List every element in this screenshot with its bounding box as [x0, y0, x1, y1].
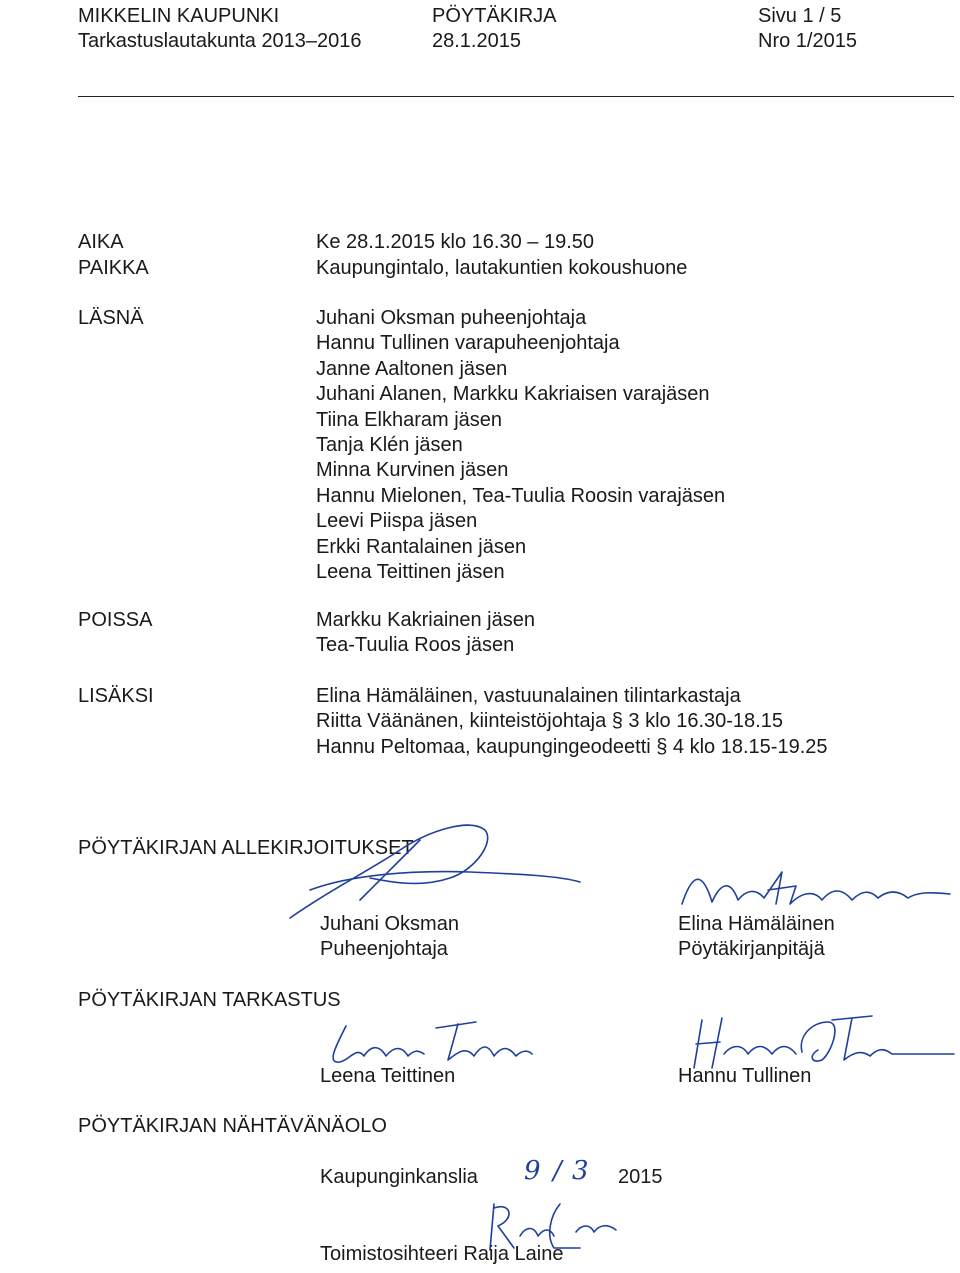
display-date-separator: /	[553, 1156, 562, 1186]
display-month: 3	[572, 1156, 589, 1186]
additional-person: Riitta Väänänen, kiinteistöjohtaja § 3 klo 16.30-18.15	[316, 710, 783, 733]
place-value: Kaupungintalo, lautakuntien kokoushuone	[316, 257, 688, 279]
additional-person: Elina Hämäläinen, vastuunalainen tilintarkastaja	[316, 685, 741, 707]
document-type: PÖYTÄKIRJA	[432, 5, 557, 27]
secretary-role: Pöytäkirjanpitäjä	[678, 938, 825, 960]
additional-person: Hannu Peltomaa, kaupungingeodeetti § 4 klo 18.15-19.25	[316, 735, 828, 758]
absent-member: Tea-Tuulia Roos jäsen	[316, 634, 515, 657]
committee-name: Tarkastuslautakunta 2013–2016	[78, 30, 362, 52]
present-label: LÄSNÄ	[78, 307, 144, 329]
secretary-name: Elina Hämäläinen	[678, 913, 835, 935]
present-member: Tanja Klén jäsen	[316, 434, 463, 457]
present-member: Leevi Piispa jäsen	[316, 510, 478, 533]
time-value: Ke 28.1.2015 klo 16.30 – 19.50	[316, 231, 595, 253]
page-number: Sivu 1 / 5	[758, 5, 842, 27]
chair-signature	[270, 800, 590, 930]
present-member: Leena Teittinen jäsen	[316, 561, 505, 584]
present-member: Juhani Oksman puheenjohtaja	[316, 307, 587, 329]
present-member: Hannu Mielonen, Tea-Tuulia Roosin varajäsen	[316, 484, 726, 507]
present-member: Minna Kurvinen jäsen	[316, 459, 509, 482]
present-list	[316, 306, 725, 585]
absent-list	[316, 608, 535, 659]
present-member: Tiina Elkharam jäsen	[316, 408, 503, 431]
document-date: 28.1.2015	[432, 30, 521, 52]
reviewer2-name: Hannu Tullinen	[678, 1065, 812, 1087]
review-heading: PÖYTÄKIRJAN TARKASTUS	[78, 989, 341, 1011]
chair-name: Juhani Oksman	[320, 913, 459, 935]
organization-name: MIKKELIN KAUPUNKI	[78, 5, 280, 27]
reviewer1-name: Leena Teittinen	[320, 1065, 456, 1087]
present-member: Janne Aaltonen jäsen	[316, 357, 508, 380]
secretary-signature	[672, 864, 956, 914]
display-secretary: Toimistosihteeri Raija Laine	[320, 1243, 564, 1265]
absent-member: Markku Kakriainen jäsen	[316, 609, 535, 631]
header-rule	[78, 96, 954, 97]
place-label: PAIKKA	[78, 257, 149, 279]
time-label: AIKA	[78, 231, 124, 253]
present-member: Erkki Rantalainen jäsen	[316, 535, 527, 558]
display-heading: PÖYTÄKIRJAN NÄHTÄVÄNÄOLO	[78, 1115, 387, 1137]
present-member: Hannu Tullinen varapuheenjohtaja	[316, 332, 620, 355]
display-day: 9	[524, 1156, 541, 1186]
reviewer1-signature	[316, 1016, 536, 1070]
reviewer2-signature	[672, 1012, 956, 1072]
additional-list	[316, 684, 828, 760]
minutes-number: Nro 1/2015	[758, 30, 857, 52]
absent-label: POISSA	[78, 609, 153, 631]
clerk-label: Kaupunginkanslia	[320, 1166, 478, 1188]
display-year: 2015	[618, 1166, 663, 1188]
signatures-heading: PÖYTÄKIRJAN ALLEKIRJOITUKSET	[78, 837, 414, 859]
present-member: Juhani Alanen, Markku Kakriaisen varajäsen	[316, 383, 710, 406]
additional-label: LISÄKSI	[78, 685, 154, 707]
chair-role: Puheenjohtaja	[320, 938, 448, 960]
